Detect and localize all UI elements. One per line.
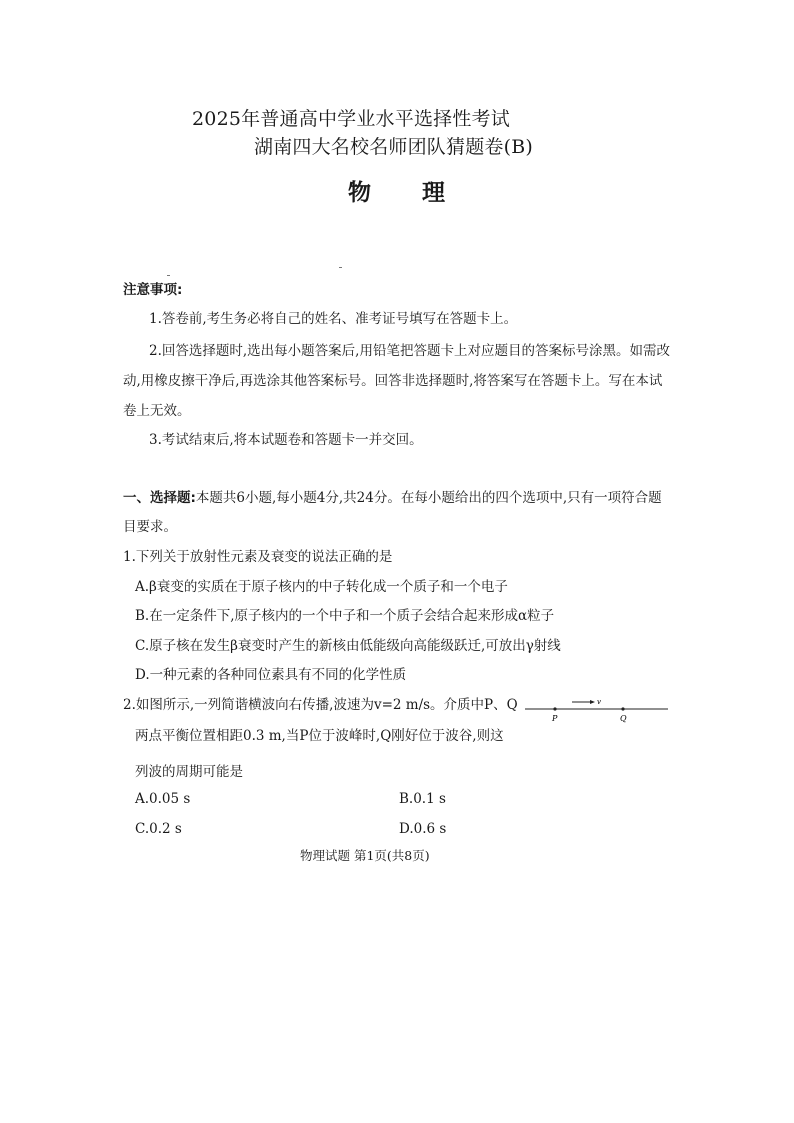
notice-title: 注意事项: <box>123 282 183 298</box>
notice-item-2-line-3: 卷上无效。 <box>123 403 191 419</box>
q2-stem-line-2: 两点平衡位置相距0.3 m,当P位于波峰时,Q刚好位于波谷,则这 <box>135 728 504 744</box>
q2-option-d: D.0.6 s <box>399 821 447 837</box>
q2-stem-line-3: 列波的周期可能是 <box>135 764 243 780</box>
point-p <box>553 707 556 710</box>
notice-item-1: 1.答卷前,考生务必将自己的姓名、准考证号填写在答题卡上。 <box>149 311 518 327</box>
q1-option-a: A.β衰变的实质在于原子核内的中子转化成一个质子和一个电子 <box>135 579 508 595</box>
scan-speck <box>339 267 342 268</box>
point-p-label: P <box>552 714 558 723</box>
subject-title <box>348 174 446 207</box>
exam-title-line1: 2025年普通高中学业水平选择性考试 <box>192 108 510 130</box>
notice-item-3: 3.考试结束后,将本试题卷和答题卡一并交回。 <box>149 432 423 448</box>
point-q-label: Q <box>620 714 627 723</box>
section-1-heading <box>123 486 662 506</box>
page-footer: 物理试题 第1页(共8页) <box>300 848 430 863</box>
subject-char-1: 物 <box>348 180 372 206</box>
point-q <box>621 707 624 710</box>
velocity-arrowhead-icon <box>590 700 595 704</box>
subject-char-2: 理 <box>422 180 446 206</box>
notice-item-2-line-2: 动,用橡皮擦干净后,再选涂其他答案标号。回答非选择题时,将答案写在答题卡上。写在本试 <box>123 373 663 389</box>
scan-speck <box>167 275 170 276</box>
section-1-desc-line-1: 本题共6小题,每小题4分,共24分。在每小题给出的四个选项中,只有一项符合题 <box>195 490 662 506</box>
q2-option-b: B.0.1 s <box>399 791 446 807</box>
velocity-label: v <box>597 698 601 706</box>
q1-option-b: B.在一定条件下,原子核内的一个中子和一个质子会结合起来形成α粒子 <box>135 608 555 624</box>
q2-stem-line-1: 2.如图所示,一列简谐横波向右传播,波速为v=2 m/s。介质中P、Q <box>123 697 518 713</box>
q1-option-d: D.一种元素的各种同位素具有不同的化学性质 <box>135 667 407 683</box>
section-1-title: 一、选择题: <box>123 490 196 506</box>
q2-wave-figure <box>520 694 670 726</box>
notice-item-2-line-1: 2.回答选择题时,选出每小题答案后,用铅笔把答题卡上对应题目的答案标号涂黑。如需改 <box>149 343 670 359</box>
q1-stem: 1.下列关于放射性元素及衰变的说法正确的是 <box>123 549 393 565</box>
q1-option-c: C.原子核在发生β衰变时产生的新核由低能级向高能级跃迁,可放出γ射线 <box>135 638 561 654</box>
q2-option-a: A.0.05 s <box>135 791 191 807</box>
q2-option-c: C.0.2 s <box>135 821 182 837</box>
section-1-desc-line-2: 目要求。 <box>123 519 177 535</box>
exam-title-line2: 湖南四大名校名师团队猜题卷(B) <box>254 136 533 158</box>
